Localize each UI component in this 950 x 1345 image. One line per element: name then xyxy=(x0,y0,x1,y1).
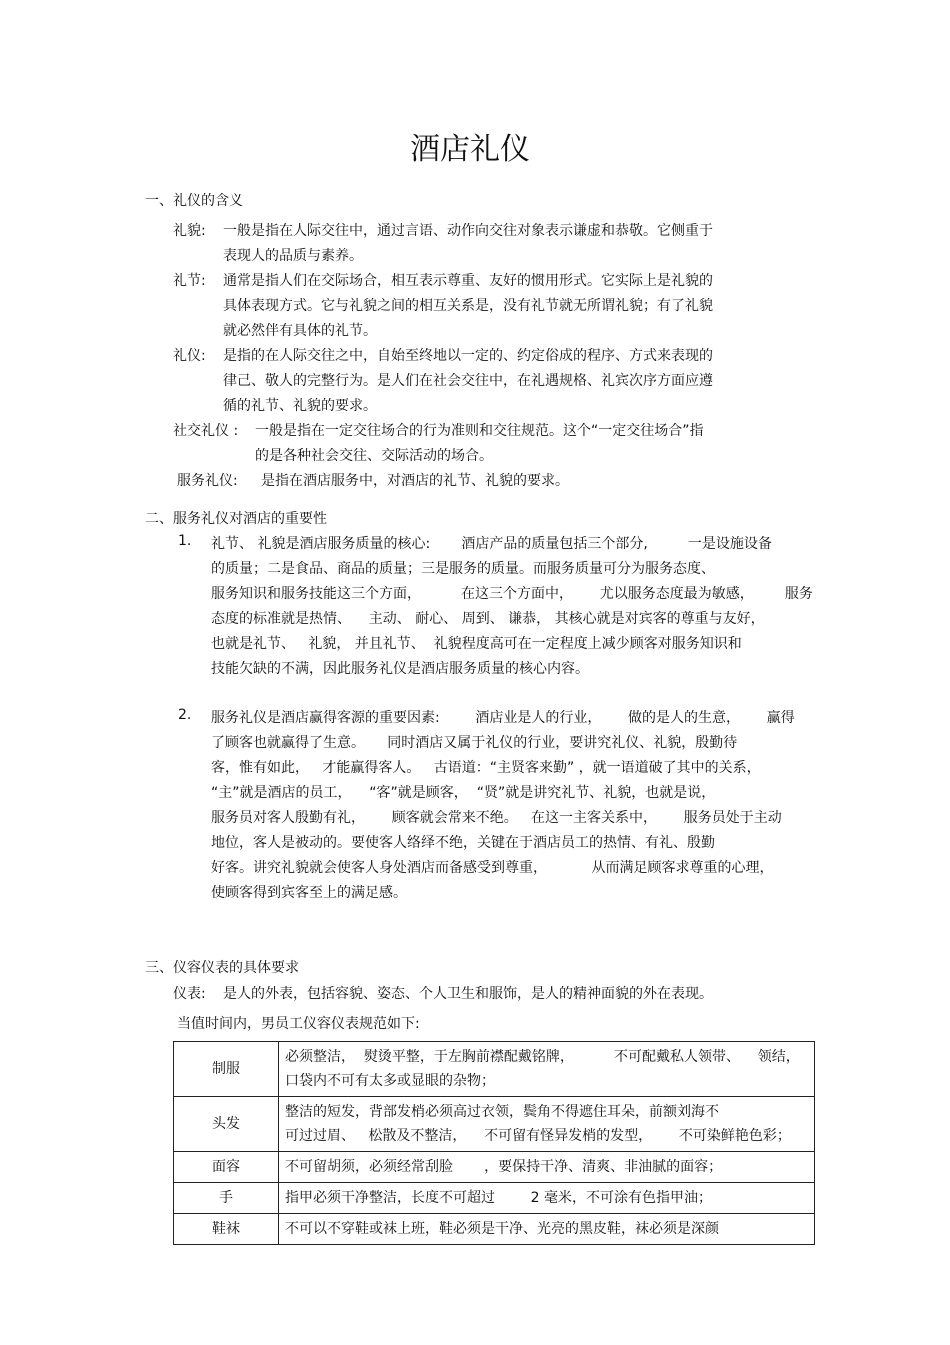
item-2-line: “主”就是酒店的员工， “客”就是顾客， “贤”就是讲究礼节、礼貌，也就是说， xyxy=(211,785,716,801)
item-1-line: 服务知识和服务技能这三个方面， 在这三个方面中， 尤以服务态度最为敏感， 服务 xyxy=(211,586,813,602)
shejiao-line-2: 的是各种社会交往、交际活动的场合。 xyxy=(255,448,493,464)
item-2-line: 地位，客人是被动的。要使客人络绎不绝，关键在于酒店员工的热情、有礼、殷勤 xyxy=(211,835,715,851)
item-1-line: 技能欠缺的不满，因此服务礼仪是酒店服务质量的核心内容。 xyxy=(211,661,589,677)
table-row xyxy=(174,1042,815,1097)
table-row-value: 整洁的短发，背部发梢必须高过衣领，鬓角不得遮住耳朵，前额刘海不 可过过眉、 松散及不整洁， 不可留有怪异发梢的发型， 不可染鲜艳色彩； xyxy=(279,1097,815,1152)
yibiao-text: 是人的外表，包括容貌、姿态、个人卫生和服饰，是人的精神面貌的外在表现。 xyxy=(223,986,713,1002)
item-2-line: 服务礼仪是酒店赢得客源的重要因素: 酒店业是人的行业， 做的是人的生意， 赢得 xyxy=(211,710,795,726)
table-row-label: 制服 xyxy=(174,1042,279,1097)
item-1-line: 的质量；二是食品、商品的质量；三是服务的质量。而服务质量可分为服务态度、 xyxy=(211,561,715,577)
liyi-line-2: 律己、敬人的完整行为。是人们在社会交往中，在礼遇规格、礼宾次序方面应遵 xyxy=(223,373,713,389)
liyi-line-3: 循的礼节、礼貌的要求。 xyxy=(223,398,377,414)
shejiao-label: 社交礼仪 : xyxy=(173,423,239,439)
item-2-line: 好客。讲究礼貌就会使客人身处酒店而备感受到尊重， 从而满足顾客求尊重的心理， xyxy=(211,860,774,876)
lijie-label: 礼节: xyxy=(173,273,206,289)
item-2-line: 使顾客得到宾客至上的满足感。 xyxy=(211,885,407,901)
table-row-label: 头发 xyxy=(174,1097,279,1152)
item-2-line: 了顾客也就赢得了生意。 同时酒店又属于礼仪的行业，要讲究礼仪、礼貌，殷勤待 xyxy=(211,735,738,751)
item-2-line: 客，惟有如此， 才能赢得客人。 古语道：“主贤客来勤” ，就一语道破了其中的关系， xyxy=(211,760,761,776)
liyi-label: 礼仪: xyxy=(173,348,206,364)
shejiao-line-1: 一般是指在一定交往场合的行为准则和交往规范。这个“一定交往场合”指 xyxy=(255,423,704,439)
limao-line-2: 表现人的品质与素养。 xyxy=(223,248,363,264)
table-row-label: 鞋袜 xyxy=(174,1214,279,1245)
table-row xyxy=(174,1097,815,1152)
lijie-line-2: 具体表现方式。它与礼貌之间的相互关系是，没有礼节就无所谓礼貌；有了礼貌 xyxy=(223,298,713,314)
page-title: 酒店礼仪 xyxy=(410,132,530,167)
limao-line-1: 一般是指在人际交往中，通过言语、动作向交往对象表示谦虚和恭敬。它侧重于 xyxy=(223,223,713,239)
table-row-value: 不可留胡须，必须经常刮脸 ，要保持干净、清爽、非油腻的面容； xyxy=(279,1152,815,1183)
table-intro: 当值时间内，男员工仪容仪表规范如下: xyxy=(177,1016,420,1032)
grooming-standards-table xyxy=(173,1041,815,1245)
item-1-number: 1. xyxy=(178,533,192,549)
section-2-heading: 二、服务礼仪对酒店的重要性 xyxy=(145,511,327,527)
table-row xyxy=(174,1152,815,1183)
fuwu-label: 服务礼仪: xyxy=(177,473,238,489)
table-row-label: 手 xyxy=(174,1183,279,1214)
item-2-line: 服务员对客人殷勤有礼， 顾客就会常来不绝。 在这一主客关系中， 服务员处于主动 xyxy=(211,810,782,826)
section-1-heading: 一、礼仪的含义 xyxy=(145,193,243,209)
table-row xyxy=(174,1214,815,1245)
fuwu-line-1: 是指在酒店服务中，对酒店的礼节、礼貌的要求。 xyxy=(261,473,569,489)
table-row-value: 必须整洁， 熨烫平整，于左胸前襟配戴铭牌， 不可配戴私人领带、 领结， 口袋内不可有太多或显眼的杂物； xyxy=(279,1042,815,1097)
liyi-line-1: 是指的在人际交往之中，自始至终地以一定的、约定俗成的程序、方式来表现的 xyxy=(223,348,713,364)
item-1-line: 态度的标准就是热情、 主动、 耐心、 周到、 谦恭， 其核心就是对宾客的尊重与友好， xyxy=(211,611,765,627)
table-row-label: 面容 xyxy=(174,1152,279,1183)
limao-label: 礼貌: xyxy=(173,223,206,239)
section-3-heading: 三、仪容仪表的具体要求 xyxy=(145,960,299,976)
item-1-line: 也就是礼节、 礼貌， 并且礼节、 礼貌程度高可在一定程度上减少顾客对服务知识和 xyxy=(211,636,742,652)
item-2-number: 2. xyxy=(178,707,192,723)
yibiao-label: 仪表: xyxy=(173,986,206,1002)
table-row-value: 指甲必须干净整洁，长度不可超过 2 毫米，不可涂有色指甲油； xyxy=(279,1183,815,1214)
table-row xyxy=(174,1183,815,1214)
item-1-line: 礼节、 礼貌是酒店服务质量的核心: 酒店产品的质量包括三个部分, 一是设施设备 xyxy=(211,536,772,552)
lijie-line-3: 就必然伴有具体的礼节。 xyxy=(223,323,377,339)
lijie-line-1: 通常是指人们在交际场合，相互表示尊重、友好的惯用形式。它实际上是礼貌的 xyxy=(223,273,713,289)
table-row-value: 不可以不穿鞋或袜上班，鞋必须是干净、光亮的黑皮鞋，袜必须是深颜 xyxy=(279,1214,815,1245)
